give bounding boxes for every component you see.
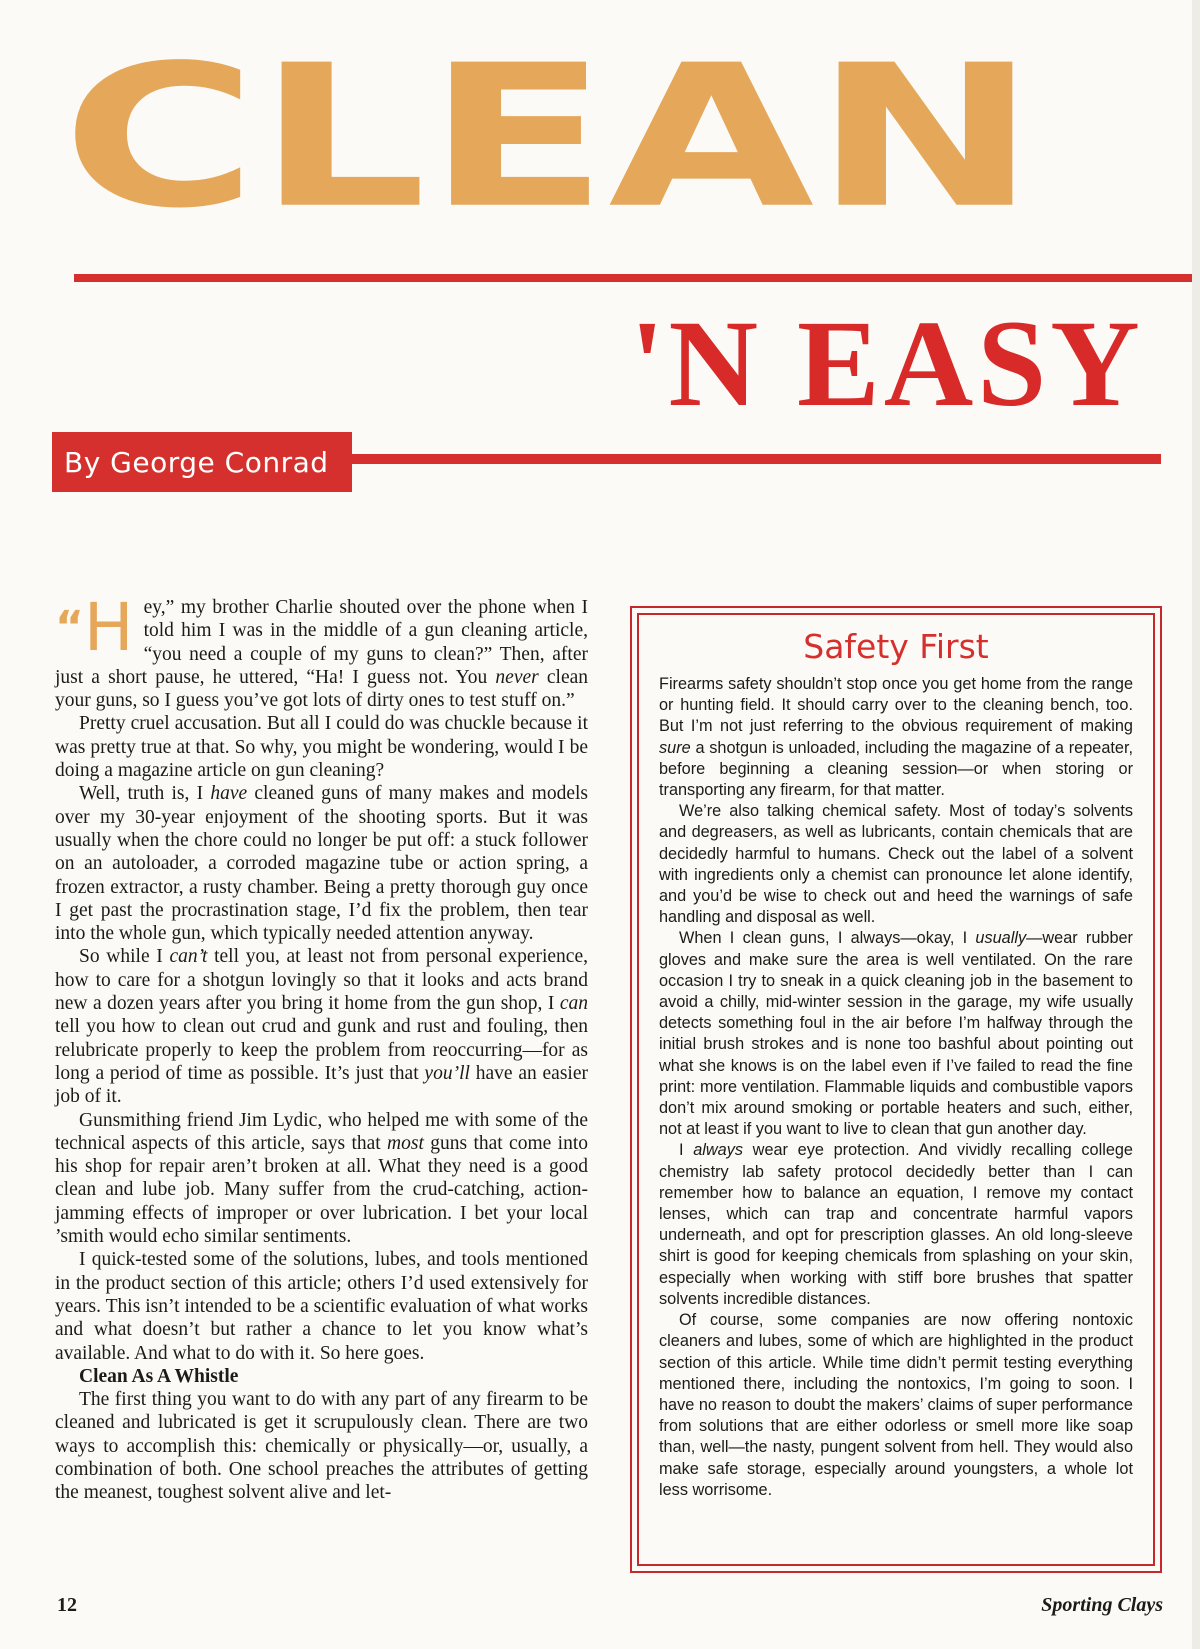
sidebar-paragraph: Firearms safety shouldn’t stop once you get home from the range or hunting field. It should carry over to the cleaning bench, too. But I’m not just referring to the obvious requirement of making sure a shotgun is unloaded, including the magazine of a repeater, before beginning a cleaning session—or when storing or transporting any firearm, for that matter. [659, 675, 1133, 800]
section-subhead: Clean As A Whistle [79, 1365, 239, 1387]
sidebar-paragraph: Of course, some companies are now offering nontoxic cleaners and lubes, some of which are highlighted in the product section of this article. While time didn’t permit testing everything mentioned there, including the nontoxics, I’m going to soon. I have no reason to doubt the makers’ claims of super performance from solutions that are either odorless or smell more like soap than, well—the nasty, pungent solvent from hell. They would also make safe storage, especially around youngsters, a whole lot less worrisome. [659, 1311, 1133, 1499]
safety-sidebar [630, 606, 1162, 1573]
drop-cap: “H [55, 589, 134, 666]
article-body [55, 589, 589, 1505]
byline-box [52, 432, 352, 492]
article-paragraph: The first thing you want to do with any part of any firearm to be cleaned and lubricated is get it scrupulously clean. There are two ways to accomplish this: chemically or physically—or, usually, a combination of both. One school preaches the attributes of getting the meanest, toughest solvent alive and let- [55, 1389, 588, 1504]
sidebar-paragraph: When I clean guns, I always—okay, I usually—wear rubber gloves and make sure the area is well ventilated. On the rare occasion I try to sneak in a quick cleaning job in the basement to avoid a chilly, mid-winter session in the garage, my wife usually detects something foul in the air before I’m halfway through the initial brush strokes and is none too bashful about pointing out what she knows is on the label even if I’ve failed to read the fine print: more ventilation. Flammable liquids and combustible vapors don’t mix around smoking or portable heaters and such, either, not at least if you want to live to clean that gun another day. [659, 929, 1133, 1139]
title-clean: CLEAN [62, 23, 1037, 252]
magazine-name: Sporting Clays [1041, 1594, 1163, 1616]
sidebar-paragraph: We’re also talking chemical safety. Most of today’s solvents and degreasers, as well as lubricants, contain chemicals that are decidedly harmful to humans. Check out the label of a solvent with ingredients only a chemist can pronounce let alone identify, and you’d be wise to check out and heed the warnings of safe handling and disposal as well. [659, 802, 1133, 927]
title-divider-rule [74, 274, 1200, 282]
article-paragraph: Gunsmithing friend Jim Lydic, who helped me with some of the technical aspects of this article, says that most guns that come into his shop for repair aren’t broken at all. What they need is a good clean and lube job. Many suffer from the crud-catching, action-jamming effects of improper or over lubrication. I bet your local ’smith would echo similar sentiments. [55, 1109, 588, 1248]
article-paragraph: So while I can’t tell you, at least not from personal experience, how to care for a shotgun lovingly so that it looks and acts brand new a dozen years after you bring it home from the gun shop, I can tell you how to clean out crud and gunk and rust and fouling, then relubricate properly to keep the problem from reoccurring—for as long a period of time as possible. It’s just that you’ll have an easier job of it. [55, 946, 588, 1108]
title-n-easy: 'N EASY [630, 295, 1144, 432]
sidebar-title: Safety First [803, 627, 989, 666]
article-paragraph: Pretty cruel accusation. But all I could do was chuckle because it was pretty true at that. So why, you might be wondering, would I be doing a magazine article on gun cleaning? [55, 713, 588, 782]
sidebar-paragraph: I always wear eye protection. And vividly recalling college chemistry lab safety protocol decidedly better than I can remember how to balance an equation, I remove my contact lenses, which can trap and concentrate harmful vapors underneath, and opt for prescription glasses. An old long-sleeve shirt is good for keeping chemicals from splashing on your skin, especially when working with stiff bore brushes that spatter solvents incredible distances. [659, 1141, 1133, 1308]
byline: By George Conrad [64, 445, 329, 479]
page-number: 12 [57, 1594, 77, 1616]
article-paragraph: I quick-tested some of the solutions, lubes, and tools mentioned in the product section of this article; others I’d used extensively for years. This isn’t intended to be a scientific evaluation of what works and what doesn’t but rather a chance to let you know what’s available. And what to do with it. So here goes. [55, 1249, 588, 1364]
page-edge [1192, 0, 1200, 1649]
sidebar-body [659, 674, 1133, 1501]
article-paragraph: Well, truth is, I have cleaned guns of many makes and models over my 30-year enjoyment of the shooting sports. But it was usually when the chore could no longer be put off: a stuck follower on an autoloader, a corroded magazine tube or action spring, a frozen extractor, a rusty chamber. Being a pretty thorough guy once I get past the procrastination stage, I’d fix the problem, then tear into the whole gun, which typically needed attention anyway. [55, 783, 588, 945]
sidebar-inner-frame [637, 613, 1155, 1566]
byline-rule [352, 454, 1161, 464]
article-paragraph: “H ey,” my brother Charlie shouted over the phone when I told him I was in the middle of a gun cleaning article, “you need a couple of my guns to clean?” Then, after just a short pause, he uttered, “Ha! I guess not. You never clean your guns, so I guess you’ve got lots of dirty ones to test stuff on.” [55, 589, 589, 712]
